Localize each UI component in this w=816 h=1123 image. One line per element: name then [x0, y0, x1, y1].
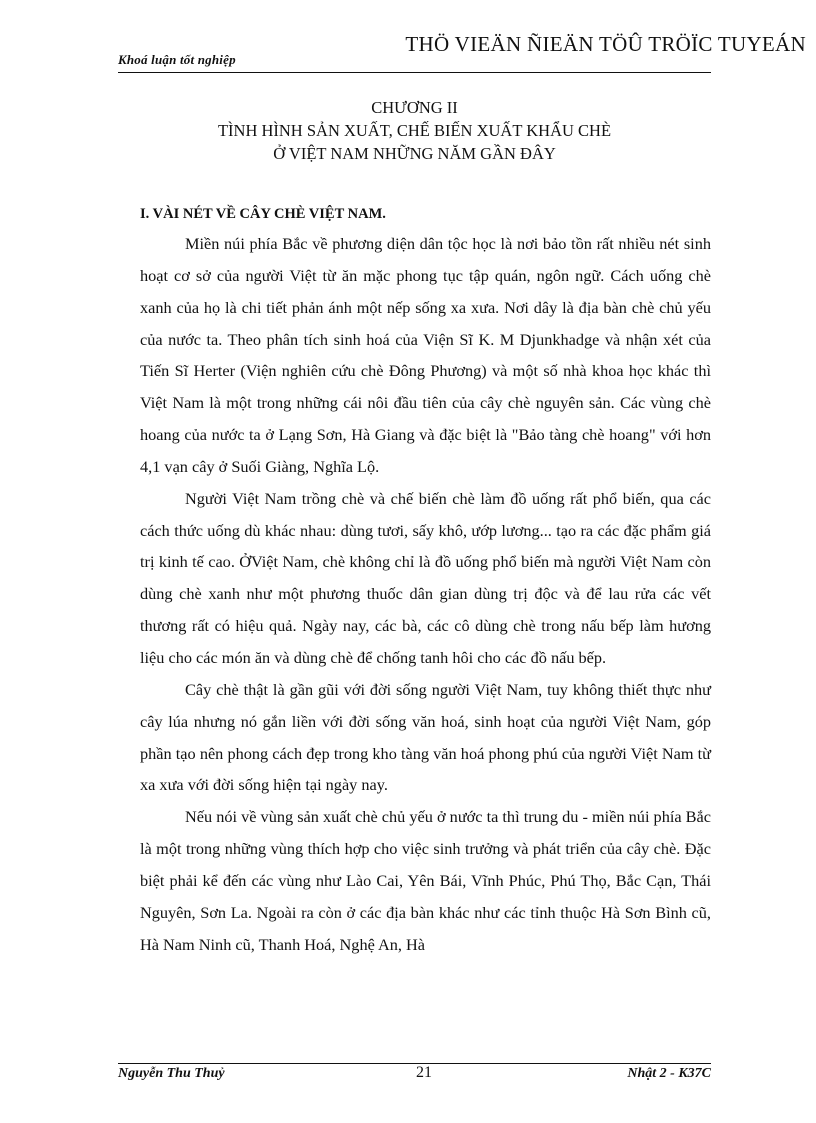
footer-class-code: Nhật 2 - K37C [627, 1066, 711, 1081]
header-divider [118, 72, 711, 73]
chapter-title-line-2: Ở VIỆT NAM NHỮNG NĂM GẦN ĐÂY [273, 144, 556, 163]
chapter-title-block [118, 96, 711, 165]
section-heading: I. VÀI NÉT VỀ CÂY CHÈ VIỆT NAM. [140, 206, 386, 222]
page-number: 21 [416, 1064, 432, 1081]
paragraph-3: Cây chè thật là gần gũi với đời sống người Việt Nam, tuy không thiết thực như cây lúa nhưng nó gắn liền với đời sống văn hoá, sinh hoạt của người Việt Nam, góp phần tạo nên phong cách đẹp trong kho tàng văn hoá phong phú của người Việt Nam từ xa xưa với đời sống hiện tại ngày nay. [140, 679, 711, 795]
header-thesis-label: Khoá luận tốt nghiệp [118, 52, 236, 67]
chapter-title-line-1: TÌNH HÌNH SẢN XUẤT, CHẾ BIẾN XUẤT KHẨU CHÈ [217, 121, 612, 140]
paragraph-2: Người Việt Nam trồng chè và chế biến chè làm đồ uống rất phổ biến, qua các cách thức uống dù khác nhau: dùng tươi, sấy khô, ướp lương... tạo ra các đặc phẩm giá trị kinh tế cao. ỞViệt Nam, chè không chỉ là đồ uống phổ biến mà người Việt Nam còn dùng chè xanh như một phương thuốc dân gian dùng trị độc và để lau rửa các vết thương rất có hiệu quả. Ngày nay, các bà, các cô dùng chè trong nấu bếp làm hương liệu cho các món ăn và dùng chè để chống tanh hôi cho các đồ nấu bếp. [140, 488, 711, 667]
chapter-number: CHƯƠNG II [371, 98, 458, 117]
body-text [140, 228, 711, 960]
footer-author: Nguyễn Thu Thuỷ [118, 1066, 225, 1081]
header-library-label: THÖ VIEÄN ÑIEÄN TÖÛ TRÖÏC TUYEÁN [405, 32, 806, 56]
paragraph-4: Nếu nói về vùng sản xuất chè chủ yếu ở nước ta thì trung du - miền núi phía Bắc là một trong những vùng thích hợp cho việc sinh trưởng và phát triển của cây chè. Đặc biệt phải kể đến các vùng như Lào Cai, Yên Bái, Vĩnh Phúc, Phú Thọ, Bắc Cạn, Thái Nguyên, Sơn La. Ngoài ra còn ở các địa bàn khác như các tỉnh thuộc Hà Sơn Bình cũ, Hà Nam Ninh cũ, Thanh Hoá, Nghệ An, Hà [140, 807, 711, 954]
paragraph-1: Miền núi phía Bắc về phương diện dân tộc học là nơi bảo tồn rất nhiều nét sinh hoạt cơ sở của người Việt từ ăn mặc phong tục tập quán, ngôn ngữ. Cách uống chè xanh của họ là chi tiết phản ánh một nếp sống xa xưa. Nơi dây là địa bàn chè chủ yếu của nước ta. Theo phân tích sinh hoá của Viện Sĩ K. M Djunkhadge và nhận xét của Tiến Sĩ Herter (Viện nghiên cứu chè Đông Phương) và một số nhà khoa học khác thì Việt Nam là một trong những cái nôi đầu tiên của cây chè nguyên sản. Các vùng chè hoang của nước ta ở Lạng Sơn, Hà Giang và đặc biệt là "Bảo tàng chè hoang" với hơn 4,1 vạn cây ở Suối Giàng, Nghĩa Lộ. [140, 234, 711, 476]
